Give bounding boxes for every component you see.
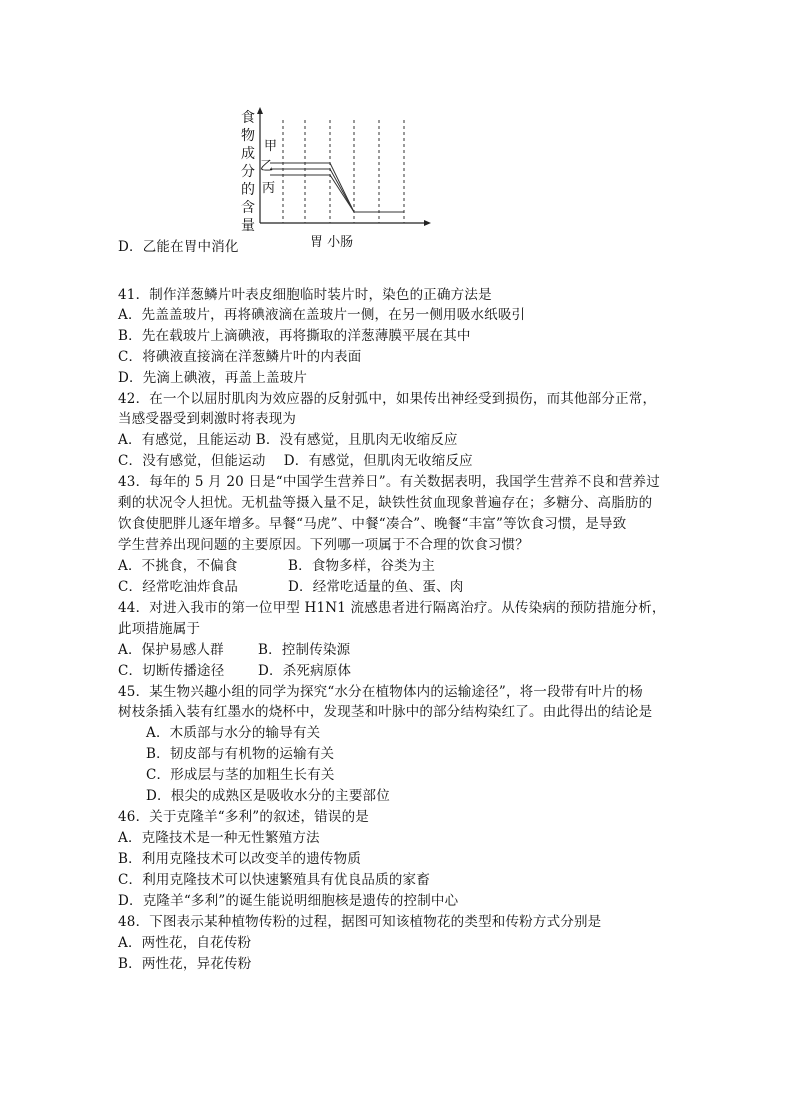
q48-stem: 48．下图表示某种植物传粉的过程，据图可知该植物花的类型和传粉方式分别是 [118,914,602,930]
y-label-char: 分 [241,164,255,180]
q41-option-d: D．先滴上碘液，再盖上盖玻片 [118,370,308,386]
q45-option-a: A．木质部与水分的输导有关 [146,725,321,741]
q48-option-a: A．两性花，自花传粉 [118,935,252,951]
y-label-char: 的 [241,182,255,198]
y-label-char: 成 [241,146,255,162]
q44-option-a: A．保护易感人群 [118,642,224,658]
q42-stem-2: 当感受器受到刺激时将表现为 [118,411,297,427]
q46-option-d: D．克隆羊“多利”的诞生能说明细胞核是遗传的控制中心 [118,893,459,909]
q43-option-b: B．食物多样，谷类为主 [288,558,436,574]
series-line-jia [270,163,404,212]
series-label-yi: 乙 [260,159,274,174]
dashed-gridlines [283,120,404,223]
y-label-char: 含 [241,200,255,216]
q44-option-b: B．控制传染源 [258,642,351,658]
y-label-char: 食 [241,110,255,126]
q43-stem-1: 43．每年的 5 月 20 日是“中国学生营养日”。有关数据表明，我国学生营养不良和营养过 [118,474,660,490]
x-axis-arrow [424,220,431,226]
q43-option-c: C．经常吃油炸食品 [118,579,239,595]
series-label-bing: 丙 [262,181,276,196]
y-axis-label [241,110,255,234]
q46-option-c: C．利用克隆技术可以快速繁殖具有优良品质的家畜 [118,872,430,888]
q46-option-a: A．克隆技术是一种无性繁殖方法 [118,830,320,846]
q43-option-a: A．不挑食，不偏食 [118,558,238,574]
y-label-char: 量 [241,218,255,234]
q46-option-b: B．利用克隆技术可以改变羊的遗传物质 [118,851,362,867]
q40-option-d: D．乙能在胃中消化 [118,239,239,255]
q45-stem-2: 树枝条插入装有红墨水的烧杯中，发现茎和叶脉中的部分结构染红了。由此得出的结论是 [118,704,653,720]
q41-option-b: B．先在载玻片上滴碘液，再将撕取的洋葱薄膜平展在其中 [118,328,471,344]
q42-stem-1: 42．在一个以屈肘肌肉为效应器的反射弧中，如果传出神经受到损伤，而其他部分正常， [118,391,657,407]
q44-option-c: C．切断传播途径 [118,663,225,679]
q42-options-ab: A．有感觉，且能运动 B．没有感觉，且肌肉无收缩反应 [118,432,458,448]
q46-stem: 46．关于克隆羊“多利”的叙述，错误的是 [118,809,369,825]
q45-option-c: C．形成层与茎的加粗生长有关 [146,767,335,783]
y-label-char: 物 [241,128,255,144]
q44-stem-1: 44．对进入我市的第一位甲型 H1N1 流感患者进行隔离治疗。从传染病的预防措施分析， [118,600,666,616]
q43-stem-3: 饮食使肥胖儿逐年增多。早餐“马虎”、中餐“凑合”、晚餐“丰富”等饮食习惯，是导致 [118,516,627,532]
q43-stem-4: 学生营养出现问题的主要原因。下列哪一项属于不合理的饮食习惯？ [118,537,529,553]
q41-option-c: C．将碘液直接滴在洋葱鳞片叶的内表面 [118,349,362,365]
q45-stem-1: 45．某生物兴趣小组的同学为探究“水分在植物体内的运输途径”，将一段带有叶片的杨 [118,684,643,700]
q41-option-a: A．先盖盖玻片，再将碘液滴在盖玻片一侧，在另一侧用吸水纸吸引 [118,307,526,323]
q43-stem-2: 剩的状况令人担忧。无机盐等摄入量不足，缺铁性贫血现象普遍存在；多糖分、高脂肪的 [118,495,653,511]
q44-option-d: D．杀死病原体 [258,663,352,679]
digestion-chart [232,106,442,251]
q45-option-b: B．韧皮部与有机物的运输有关 [146,746,335,762]
q41-stem: 41．制作洋葱鳞片叶表皮细胞临时装片时，染色的正确方法是 [118,287,492,303]
q44-stem-2: 此项措施属于 [118,621,201,637]
x-axis-label: 胃 小肠 [310,235,354,250]
q45-option-d: D．根尖的成熟区是吸收水分的主要部位 [146,788,390,804]
y-axis-arrow [257,107,263,114]
q42-options-cd: C．没有感觉，但能运动 D．有感觉，但肌肉无收缩反应 [118,453,473,469]
q43-option-d: D．经常吃适量的鱼、蛋、肉 [288,579,464,595]
q48-option-b: B．两性花，异花传粉 [118,956,252,972]
series-label-jia: 甲 [264,139,278,154]
